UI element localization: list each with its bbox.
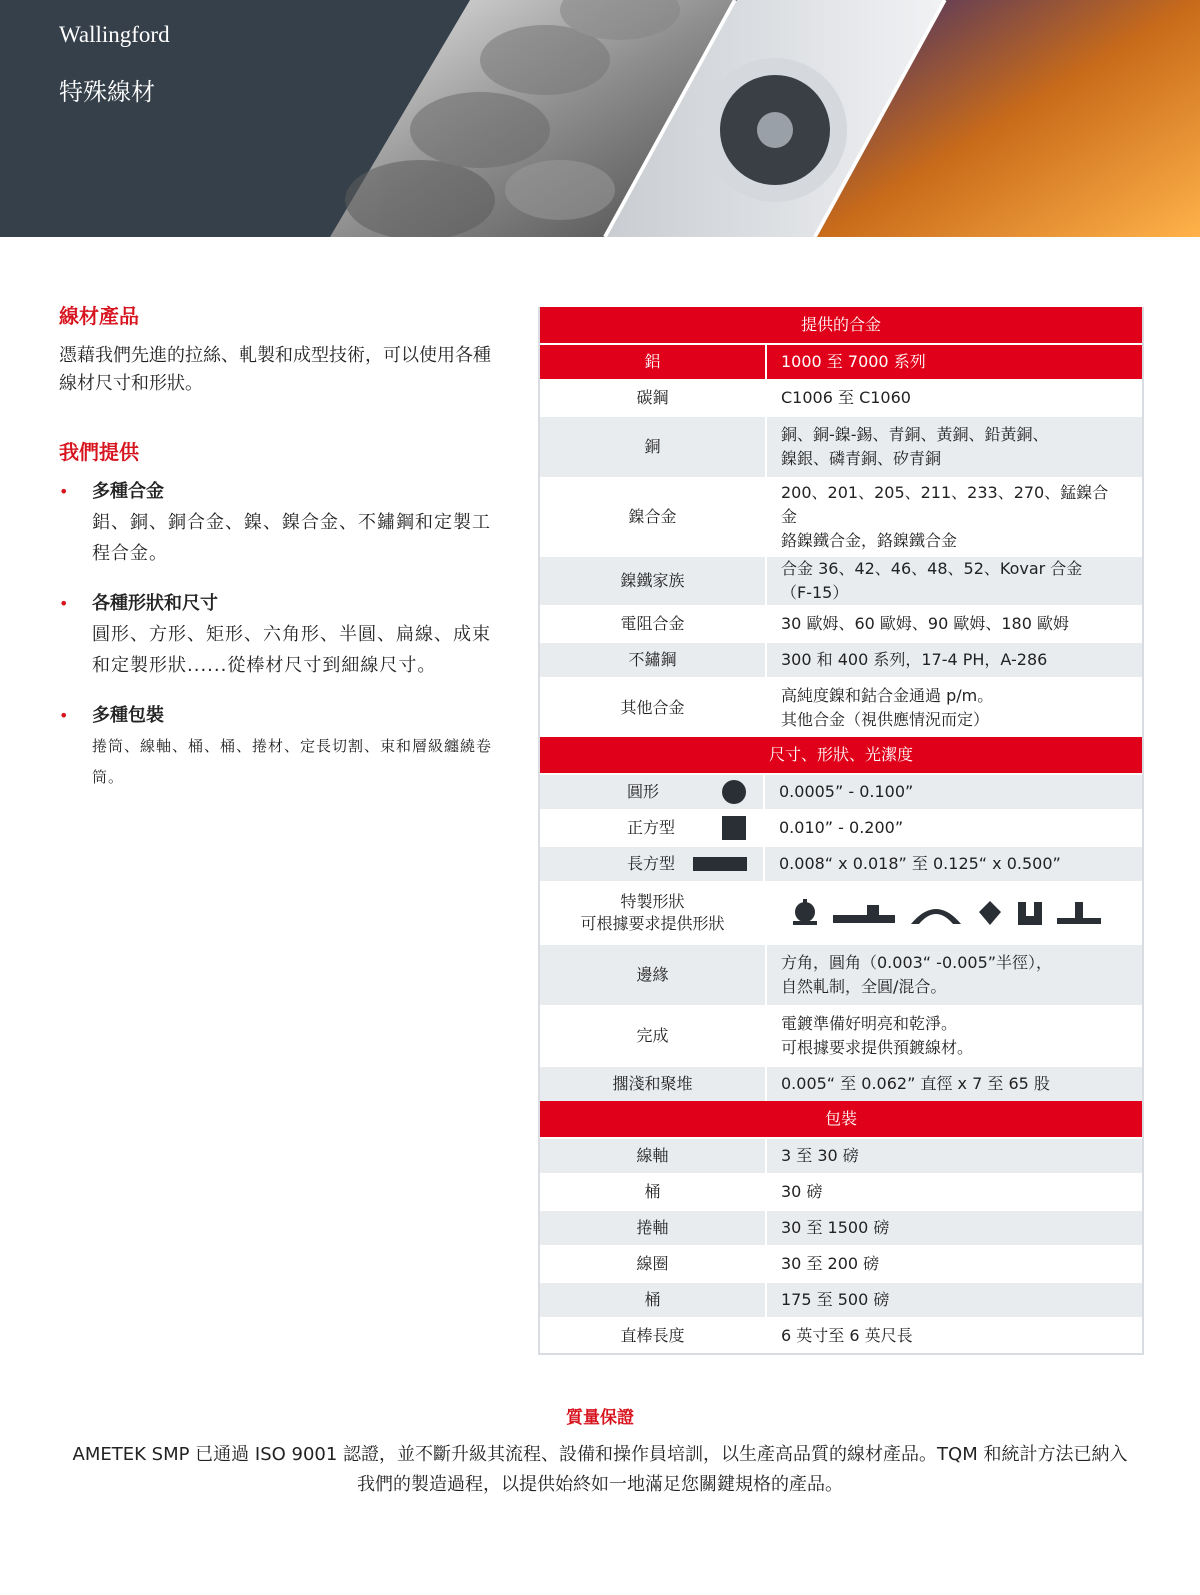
table-row <box>540 1005 1142 1065</box>
half-round-shape-icon <box>977 899 1003 927</box>
row-label <box>540 1139 767 1173</box>
row-value-text: 金 <box>781 507 798 526</box>
row-label <box>540 643 767 677</box>
table-row <box>540 809 1142 845</box>
offer-item <box>59 703 499 793</box>
offer-item-title: 多種合金 <box>92 481 164 502</box>
row-value <box>767 1247 1142 1281</box>
row-value-text: 合金 36、42、46、48、52、Kovar 合金 <box>781 559 1083 578</box>
products-text: 憑藉我們先進的拉絲、軋製和成型技術，可以使用各種線材尺寸和形狀。 <box>59 345 491 394</box>
offer-item <box>59 591 499 681</box>
row-label <box>540 607 767 641</box>
row-value <box>767 417 1142 477</box>
row-label <box>540 417 767 477</box>
row-label <box>540 679 767 737</box>
row-label-text: 正方型 <box>627 818 676 837</box>
row-value <box>767 945 1142 1005</box>
keyhole-shape-icon <box>791 899 819 927</box>
row-value <box>765 811 1142 845</box>
row-value-text: 30 至 200 磅 <box>781 1254 880 1273</box>
row-label-text: 桶 <box>644 1182 661 1201</box>
row-value <box>767 1319 1142 1353</box>
arc-shape-icon <box>909 900 963 926</box>
row-value-text: 方角，圓角（0.003“ -0.005”半徑）， <box>781 953 1053 972</box>
tee-shape-icon <box>1057 900 1101 926</box>
row-value <box>767 1175 1142 1209</box>
hero-image <box>0 0 1200 237</box>
row-label-text: 其他合金 <box>620 698 685 717</box>
row-label <box>540 479 767 555</box>
row-label-text: 邊緣 <box>636 965 669 984</box>
row-value-text: 175 至 500 磅 <box>781 1290 890 1309</box>
quality-title: 質量保證 <box>566 1408 634 1428</box>
table-row <box>540 881 1142 943</box>
row-label-text: 銅 <box>644 437 661 456</box>
row-label-text: 電阻合金 <box>620 614 685 633</box>
offer-item-title: 多種包裝 <box>92 705 164 726</box>
table-row <box>540 1173 1142 1209</box>
row-value-text: 30 至 1500 磅 <box>781 1218 890 1237</box>
row-value <box>767 479 1142 555</box>
row-label <box>540 1247 767 1281</box>
row-label-text: 特製形狀 <box>620 892 685 911</box>
table-row <box>540 1245 1142 1281</box>
row-value <box>767 1067 1142 1101</box>
table-row <box>540 641 1142 677</box>
row-label-text: 捲軸 <box>636 1218 669 1237</box>
row-label <box>540 1175 767 1209</box>
table-row <box>540 1317 1142 1353</box>
row-value-text: （F-15） <box>781 583 849 602</box>
row-label <box>540 883 767 943</box>
row-value <box>767 643 1142 677</box>
row-label <box>540 811 765 845</box>
alloy-rows <box>540 343 1142 737</box>
offer-item-title: 各種形狀和尺寸 <box>92 593 218 614</box>
row-value <box>767 345 1142 379</box>
row-value-text: 3 至 30 磅 <box>781 1146 859 1165</box>
table-row <box>540 1137 1142 1173</box>
channel-shape-icon <box>1017 900 1043 926</box>
row-value-text: 0.008“ x 0.018” 至 0.125“ x 0.500” <box>779 854 1061 873</box>
row-label-text: 可根據要求提供形狀 <box>580 914 725 933</box>
table-row <box>540 415 1142 477</box>
square-shape-icon <box>721 815 747 841</box>
row-label-text: 碳鋼 <box>636 388 669 407</box>
row-label-text: 不鏽鋼 <box>628 650 677 669</box>
row-value-text: 0.005“ 至 0.062” 直徑 x 7 至 65 股 <box>781 1074 1050 1093</box>
row-label <box>540 847 765 881</box>
row-label <box>540 1319 767 1353</box>
table-row <box>540 1281 1142 1317</box>
row-value <box>767 557 1142 605</box>
row-value <box>767 1283 1142 1317</box>
row-label <box>540 775 765 809</box>
table-row <box>540 605 1142 641</box>
offer-title: 我們提供 <box>59 440 139 464</box>
row-value-text: 0.010” - 0.200” <box>779 818 904 837</box>
step-shape-icon <box>833 901 895 925</box>
table-row <box>540 943 1142 1005</box>
row-label <box>540 1211 767 1245</box>
table-row <box>540 555 1142 605</box>
row-label-text: 長方型 <box>627 854 676 873</box>
row-value <box>767 883 1142 943</box>
special-shapes <box>781 899 1128 927</box>
offer-list <box>59 479 499 793</box>
row-label <box>540 1283 767 1317</box>
row-label-text: 圓形 <box>627 782 660 801</box>
table-row <box>540 845 1142 881</box>
offer-item-text: 捲筒、線軸、桶、桶、捲材、定長切割、束和層級纏繞卷筒。 <box>92 737 493 786</box>
row-value-text: 可根據要求提供預鍍線材。 <box>781 1038 974 1057</box>
row-value-text: 30 磅 <box>781 1182 823 1201</box>
bullet-icon: • <box>59 482 69 501</box>
packaging-rows <box>540 1137 1142 1353</box>
left-column <box>59 300 499 815</box>
row-value-text: 鉻鎳鐵合金，鉻鎳鐵合金 <box>781 531 958 550</box>
offer-item-text: 圓形、方形、矩形、六角形、半圓、扁線、成束和定製形狀......從棒材尺寸到細線尺寸。 <box>92 624 491 676</box>
row-value-text: 鎳銀、磷青銅、矽青銅 <box>781 449 942 468</box>
page-header <box>0 0 1200 237</box>
row-value <box>767 679 1142 737</box>
row-label-text: 直棒長度 <box>620 1326 685 1345</box>
row-label <box>540 345 767 379</box>
row-value-text: 200、201、205、211、233、270、錳鎳合 <box>781 483 1109 502</box>
table-row <box>540 1209 1142 1245</box>
table-row <box>540 1065 1142 1101</box>
row-label <box>540 945 767 1005</box>
row-value-text: 30 歐姆、60 歐姆、90 歐姆、180 歐姆 <box>781 614 1069 633</box>
row-value <box>765 847 1142 881</box>
row-value <box>767 1007 1142 1065</box>
bullet-icon: • <box>59 706 69 725</box>
row-label-text: 鎳鐵家族 <box>620 571 685 590</box>
row-value <box>767 381 1142 415</box>
row-label-text: 桶 <box>644 1290 661 1309</box>
row-label-text: 線軸 <box>636 1146 669 1165</box>
row-label <box>540 1067 767 1101</box>
round-shape-icon <box>721 779 747 805</box>
row-value <box>765 775 1142 809</box>
row-value-text: 自然軋制，全圓/混合。 <box>781 977 947 996</box>
offer-item <box>59 479 499 569</box>
row-value-text: C1006 至 C1060 <box>781 388 911 407</box>
row-label-text: 擱淺和聚堆 <box>612 1074 693 1093</box>
packaging-section-header: 包裝 <box>540 1101 1142 1137</box>
table-row <box>540 343 1142 379</box>
row-label <box>540 1007 767 1065</box>
table-row <box>540 773 1142 809</box>
row-label <box>540 557 767 605</box>
row-value-text: 銅、銅-鎳-錫、青銅、黃銅、鉛黃銅、 <box>781 425 1049 444</box>
row-value-text: 300 和 400 系列，17-4 PH，A-286 <box>781 650 1048 669</box>
finish-rows <box>540 943 1142 1101</box>
location-label: Wallingford <box>59 22 170 47</box>
row-value-text: 0.0005” - 0.100” <box>779 782 914 801</box>
rectangle-shape-icon <box>693 857 747 871</box>
row-value <box>767 607 1142 641</box>
products-title: 線材產品 <box>59 304 139 328</box>
row-label-text: 鋁 <box>644 352 661 371</box>
alloys-section-header: 提供的合金 <box>540 307 1142 343</box>
page-title: 特殊線材 <box>59 78 155 106</box>
row-label <box>540 381 767 415</box>
row-label-text: 完成 <box>636 1026 669 1045</box>
spec-table <box>538 307 1144 1355</box>
bullet-icon: • <box>59 594 69 613</box>
quality-text: AMETEK SMP 已通過 ISO 9001 認證，並不斷升級其流程、設備和操作員培訓，以生產高品質的線材產品。TQM 和統計方法已納入我們的製造過程，以提供始終如一地滿足您關鍵規格的產品。 <box>72 1444 1128 1495</box>
table-row <box>540 477 1142 555</box>
quality-section <box>0 1403 1200 1500</box>
shapes-section-header: 尺寸、形狀、光潔度 <box>540 737 1142 773</box>
row-value-text: 電鍍準備好明亮和乾淨。 <box>781 1014 958 1033</box>
row-value-text: 1000 至 7000 系列 <box>781 352 926 371</box>
offer-item-text: 鋁、銅、銅合金、鎳、鎳合金、不鏽鋼和定製工程合金。 <box>92 512 491 564</box>
row-label-text: 鎳合金 <box>628 507 677 526</box>
row-value-text: 高純度鎳和鈷合金通過 p/m。 <box>781 686 994 705</box>
row-value <box>767 1139 1142 1173</box>
row-value <box>767 1211 1142 1245</box>
row-label-text: 線圈 <box>636 1254 669 1273</box>
row-value-text: 6 英寸至 6 英尺長 <box>781 1326 913 1345</box>
row-value-text: 其他合金（視供應情況而定） <box>781 710 990 729</box>
table-row <box>540 677 1142 737</box>
table-row <box>540 379 1142 415</box>
